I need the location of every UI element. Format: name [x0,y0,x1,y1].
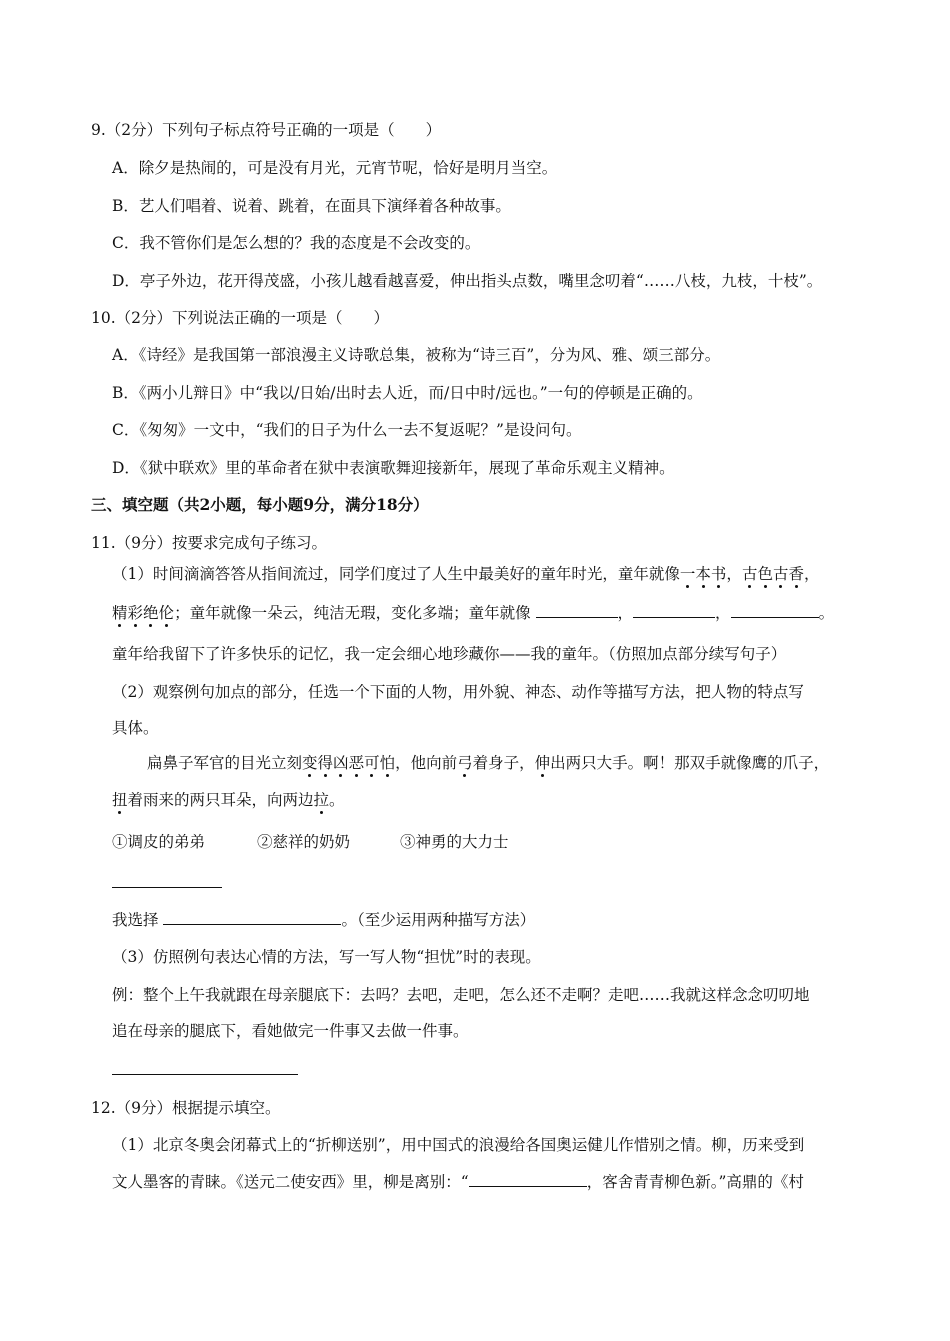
q9-stem: 9.（2分）下列句子标点符号正确的一项是（ ） [91,121,442,139]
emphasis-char: 色 [757,565,773,583]
emphasis-char: 变 [302,754,318,772]
answer-blank-1[interactable] [536,601,618,618]
dotted-phrase-3 [112,604,174,622]
emphasis-char: 怕 [379,754,396,772]
emphasis-char: 伸 [534,754,551,772]
emphasis-char: 绝 [143,604,159,622]
choice-3: ③神勇的大力士 [400,833,509,851]
example-line2: 扭着雨来的两只耳朵，向两边拉。 [112,791,345,809]
example-dotted-3 [535,754,551,772]
q9-option-d: D．亭子外边，花开得茂盛，小孩儿越看越喜爱，伸出指头点数，嘴里念叨着“……八枝，九枝，十枝”。 [112,272,823,290]
q10-option-b: B．《两小儿辩日》中“我以/日始/出时去人近，而/日中时/远也。”一句的停顿是正确的。 [112,384,703,402]
choice-2: ②慈祥的奶奶 [257,833,351,851]
q11-p2-line2: 具体。 [112,719,159,737]
q10-stem: 10.（2分）下列说法正确的一项是（ ） [91,309,390,327]
answer-blank-3[interactable] [731,601,819,618]
example-dotted-4 [112,791,128,809]
q10-option-a: A．《诗经》是我国第一部浪漫主义诗歌总集，被称为“诗三百”，分为风、雅、颂三部分。 [112,346,721,364]
q11-stem: 11.（9分）按要求完成句子练习。 [91,534,328,552]
answer-line-1[interactable] [112,887,222,888]
emphasis-char: 本 [695,565,711,583]
q11-p3-line1: （3）仿照例句表达心情的方法，写一写人物“担忧”时的表现。 [112,948,541,966]
poem-blank[interactable] [469,1170,587,1187]
q11-p3-ex2: 追在母亲的腿底下，看她做完一件事又去做一件事。 [112,1022,469,1040]
emphasis-char: 得 [317,754,334,772]
answer-line-2[interactable] [112,1074,298,1075]
emphasis-char: 扭 [112,791,128,809]
q11-p3-ex1: 例：整个上午我就跟在母亲腿底下：去吗？去吧，走吧，怎么还不走啊？走吧……我就这样念念叨叨地 [112,986,810,1004]
example-line1: 扁鼻子军官的目光立刻变得凶恶可怕，他向前弓着身子，伸出两只大手。啊！那双手就像鹰的爪子， [147,754,830,772]
select-blank[interactable] [163,908,341,925]
q11-p1-line1: （1）时间滴滴答答从指间流过，同学们度过了人生中最美好的童年时光，童年就像一本书，古色古香， [112,565,820,583]
emphasis-char: 伦 [158,604,175,622]
emphasis-char: 恶 [348,754,365,772]
q9-option-b: B．艺人们唱着、说着、跳着，在面具下演绎着各种故事。 [112,197,511,215]
q12-stem: 12.（9分）根据提示填空。 [91,1099,281,1117]
q10-option-d: D．《狱中联欢》里的革命者在狱中表演歌舞迎接新年，展现了革命乐观主义精神。 [112,459,675,477]
q11-p1-line2: 精彩绝伦；童年就像一朵云，纯洁无瑕，变化多端；童年就像 ， ， 。 [112,601,834,624]
dotted-phrase-2 [742,565,804,583]
select-hint: 。（至少运用两种描写方法） [341,911,536,929]
q9-option-a: A．除夕是热闹的，可是没有月光，元宵节呢，恰好是明月当空。 [112,159,558,177]
q11-p1-line3: 童年给我留下了许多快乐的记忆，我一定会细心地珍藏你——我的童年。（仿照加点部分续写句子） [112,645,787,663]
choice-1: ①调皮的弟弟 [112,833,206,851]
emphasis-char: 彩 [127,604,144,622]
emphasis-char: 可 [364,754,380,772]
q11-p1-text: （1）时间滴滴答答从指间流过，同学们度过了人生中最美好的童年时光，童年就像 [112,565,680,583]
answer-blank-2[interactable] [633,601,715,618]
example-dotted-5 [314,791,330,809]
emphasis-char: 香 [788,565,804,583]
section-heading: 三、填空题（共2小题，每小题9分，满分18分） [91,495,429,514]
q12-p1-line2: 文人墨客的青睐。《送元二使安西》里，柳是离别：“ ，客舍青青柳色新。”高鼎的《村 [112,1170,804,1193]
emphasis-char: 古 [772,565,789,583]
q10-option-c: C．《匆匆》一文中，“我们的日子为什么一去不复返呢？”是设问句。 [112,421,582,439]
example-dotted-2 [457,754,473,772]
emphasis-char: 古 [741,565,758,583]
dotted-phrase-1 [680,565,727,583]
emphasis-char: 精 [112,604,128,622]
select-label: 我选择 [112,911,159,929]
example-dotted-1 [302,754,395,772]
q9-option-c: C．我不管你们是怎么想的？我的态度是不会改变的。 [112,234,481,252]
select-line [112,908,535,931]
q11-p2-line1: （2）观察例句加点的部分，任选一个下面的人物，用外貌、神态、动作等描写方法，把人物的特点写 [112,683,804,701]
emphasis-char: 拉 [313,791,330,809]
emphasis-char: 书 [710,565,727,583]
q12-p1-line1: （1）北京冬奥会闭幕式上的“折柳送别”，用中国式的浪漫给各国奥运健儿作惜别之情。柳，历来受到 [112,1136,805,1154]
emphasis-char: 弓 [457,754,473,772]
emphasis-char: 一 [679,565,696,583]
emphasis-char: 凶 [333,754,349,772]
